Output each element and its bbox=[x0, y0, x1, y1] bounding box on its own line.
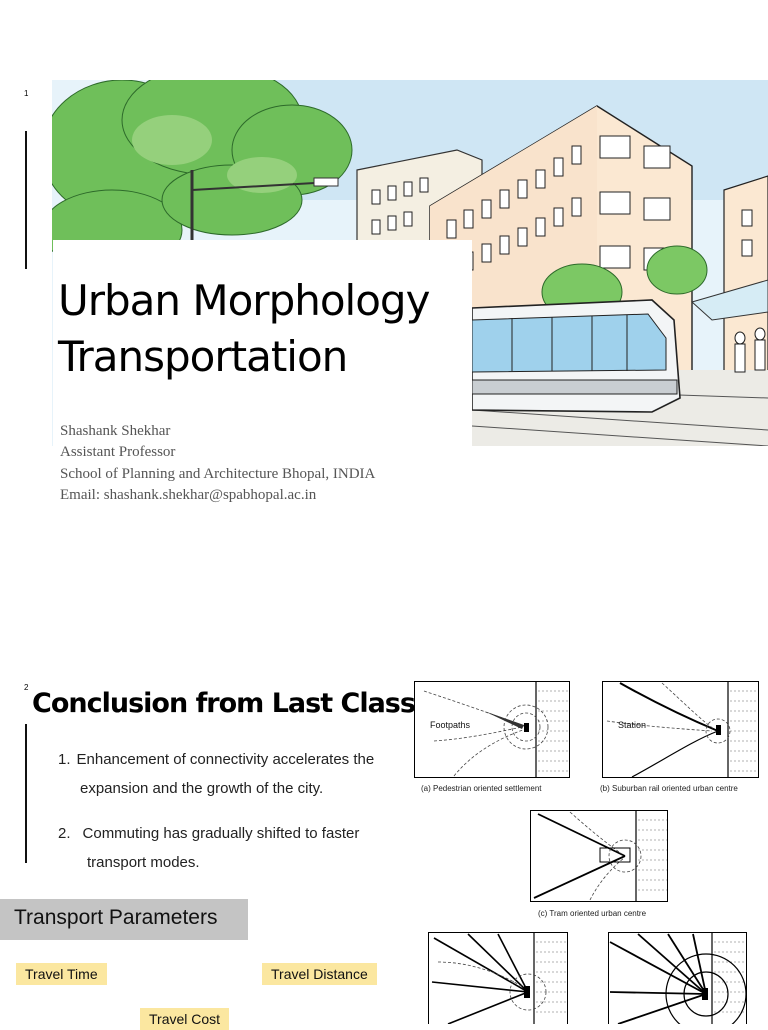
point-2-text-line-2: transport modes. bbox=[87, 854, 200, 871]
travel-time-tag: Travel Time bbox=[16, 963, 107, 985]
presentation-title-line-2: Transportation bbox=[58, 332, 348, 381]
slide-1-number: 1 bbox=[24, 89, 29, 98]
transport-parameters-title: Transport Parameters bbox=[14, 906, 218, 929]
slide-title: Conclusion from Last Class bbox=[32, 688, 415, 719]
conclusion-point-1 bbox=[58, 745, 418, 803]
figure-radial-network-1 bbox=[428, 932, 568, 1024]
point-2-number: 2. bbox=[58, 825, 71, 842]
author-name: Shashank Shekhar bbox=[60, 423, 171, 439]
figure-a-label: Footpaths bbox=[430, 720, 471, 730]
figure-a-caption: (a) Pedestrian oriented settlement bbox=[421, 784, 542, 793]
figure-b-caption: (b) Suburban rail oriented urban centre bbox=[600, 784, 738, 793]
figure-pedestrian-settlement bbox=[414, 681, 570, 778]
point-2-text-line-1: Commuting has gradually shifted to faster bbox=[82, 825, 360, 842]
conclusion-point-2 bbox=[58, 819, 418, 877]
slide-2-accent-bar bbox=[25, 724, 27, 863]
point-1-number: 1. bbox=[58, 751, 71, 768]
author-role: Assistant Professor bbox=[60, 444, 176, 460]
figure-suburban-rail bbox=[602, 681, 759, 778]
figure-tram-centre bbox=[530, 810, 668, 902]
point-1-text-line-2: expansion and the growth of the city. bbox=[80, 780, 324, 797]
travel-distance-tag: Travel Distance bbox=[262, 963, 377, 985]
slide-2-number: 2 bbox=[24, 683, 29, 692]
figure-b-label: Station bbox=[618, 720, 647, 730]
slide-1-accent-bar bbox=[25, 131, 27, 269]
figure-radial-network-2 bbox=[608, 932, 747, 1024]
point-1-text-line-1: Enhancement of connectivity accelerates the bbox=[76, 751, 375, 768]
figure-c-caption: (c) Tram oriented urban centre bbox=[538, 909, 647, 918]
author-email: Email: shashank.shekhar@spabhopal.ac.in bbox=[60, 487, 317, 503]
author-institution: School of Planning and Architecture Bhopal, INDIA bbox=[60, 466, 376, 482]
presentation-title-line-1: Urban Morphology bbox=[58, 276, 430, 325]
travel-cost-tag: Travel Cost bbox=[140, 1008, 229, 1030]
